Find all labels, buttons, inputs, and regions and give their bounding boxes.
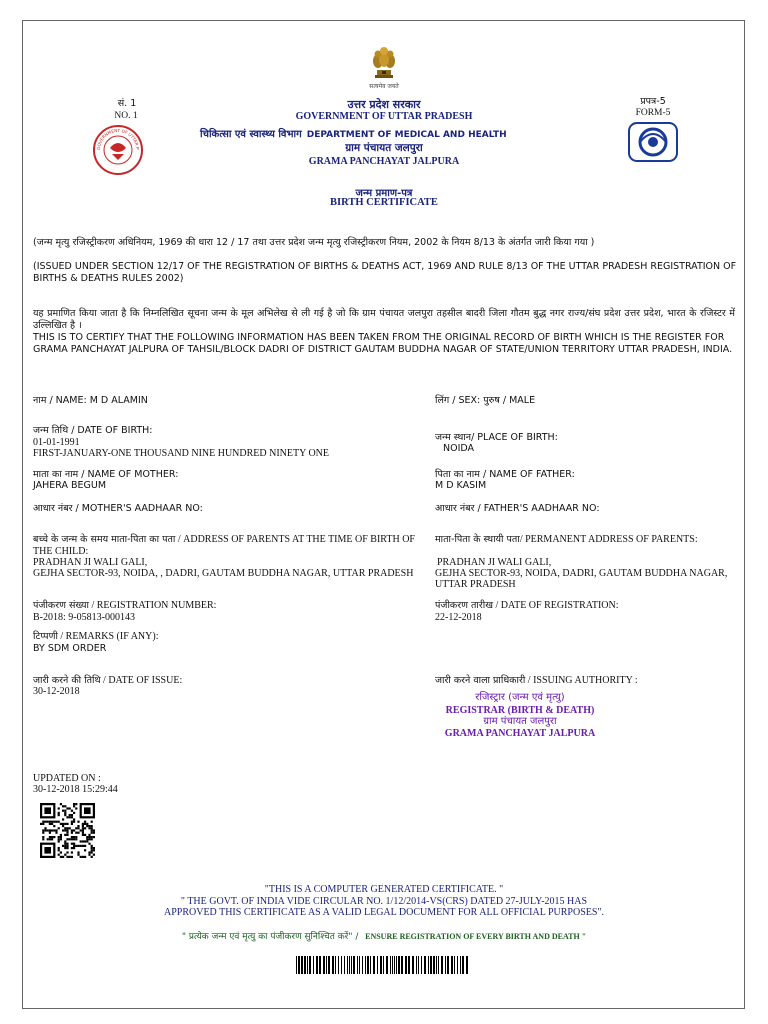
dept-hi: चिकित्सा एवं स्वास्थ्य विभाग xyxy=(200,129,302,140)
addr-label-hi: बच्चे के जन्म के समय माता-पिता का पता xyxy=(33,534,176,545)
registrar-en: REGISTRAR (BIRTH & DEATH) xyxy=(445,705,595,716)
footer-line2: " THE GOVT. OF INDIA VIDE CIRCULAR NO. 1/12/2014-VS(CRS) DATED 27-JULY-2015 HAS xyxy=(180,896,588,907)
mother-label-hi: माता का नाम xyxy=(33,469,79,480)
serial-no-en: NO. 1 xyxy=(114,111,138,121)
certify-hi: यह प्रमाणित किया जाता है कि निम्नलिखित सूचना जन्म के मूल अभिलेख से ली गई है जो कि ग्राम पंचायत जलपुरा तहसील बादरी जिला गौतम बुद्ध नगर राज्य/संघ प्रदेश उत्तर प्रदेश, भारत के रजिस्टर में उल्लिखित है । xyxy=(33,308,735,331)
form-no-hi: प्रपत्र-5 xyxy=(640,96,666,107)
perm-address-line1: PRADHAN JI WALI GALI, xyxy=(437,557,552,568)
remarks-label-en: / REMARKS (IF ANY): xyxy=(57,631,159,642)
up-seal-logo xyxy=(92,124,144,181)
gp-name-hi: ग्राम पंचायत जलपुरा xyxy=(345,142,423,154)
dob-label-en: / DATE OF BIRTH: xyxy=(68,425,153,436)
footer-line1: "THIS IS A COMPUTER GENERATED CERTIFICATE. " xyxy=(264,884,504,895)
f-aadhaar-en: / FATHER'S AADHAAR NO: xyxy=(474,503,600,514)
mother-value: JAHERA BEGUM xyxy=(33,480,107,491)
dob-label-hi: जन्म तिथि xyxy=(33,425,69,436)
name-value: M D ALAMIN xyxy=(89,395,148,406)
father-label-hi: पिता का नाम xyxy=(435,469,480,480)
perm-address-line3: UTTAR PRADESH xyxy=(435,579,516,590)
registrar-gp-hi: ग्राम पंचायत जलपुरा xyxy=(483,716,557,727)
father-value: M D KASIM xyxy=(435,480,487,491)
regno-label-en: / REGISTRATION NUMBER: xyxy=(88,600,217,611)
crs-logo-icon xyxy=(628,122,678,162)
updated-value: 30-12-2018 15:29:44 xyxy=(33,784,118,795)
dob-value: 01-01-1991 xyxy=(33,437,80,448)
gov-title-en: GOVERNMENT OF UTTAR PRADESH xyxy=(295,111,473,122)
issued-under-hi: (जन्म मृत्यु रजिस्ट्रीकरण अधिनियम, 1969 की धारा 12 / 17 तथा उत्तर प्रदेश जन्म मृत्यु रजिस्ट्रीकरण नियम, 2002 के नियम 8/13 के अंतर्गत जारी किया गया ) xyxy=(33,237,595,248)
pob-value: NOIDA xyxy=(443,443,475,454)
dob-label xyxy=(33,425,413,437)
issue-label-hi: जारी करने की तिथि xyxy=(33,675,101,686)
f-aadhaar-hi: आधार नंबर xyxy=(435,503,475,514)
sex-label-hi: लिंग xyxy=(435,395,450,406)
barcode-icon xyxy=(296,956,472,974)
regno-label-hi: पंजीकरण संख्या xyxy=(33,600,89,611)
perm-label-en: / PERMANENT ADDRESS OF PARENTS: xyxy=(519,534,698,545)
address-line2: GEJHA SECTOR-93, NOIDA, , DADRI, GAUTAM BUDDHA NAGAR, UTTAR PRADESH xyxy=(33,568,414,579)
authority-label-hi: जारी करने वाला प्राधिकारी xyxy=(435,675,526,686)
remarks-label-hi: टिप्पणी xyxy=(33,631,58,642)
perm-label-hi: माता-पिता के स्थायी पता xyxy=(435,534,520,545)
slogan-line xyxy=(100,930,668,943)
sex-row xyxy=(435,395,735,407)
regdate-label-hi: पंजीकरण तारीख xyxy=(435,600,493,611)
address-label xyxy=(33,534,418,558)
perm-address-line2: GEJHA SECTOR-93, NOIDA, DADRI, GAUTAM BUDDHA NAGAR, xyxy=(435,568,728,579)
address-line1: PRADHAN JI WALI GALI, xyxy=(33,557,148,568)
m-aadhaar-en: / MOTHER'S AADHAAR NO: xyxy=(72,503,203,514)
state-emblem-icon xyxy=(368,44,400,82)
reg-number-value: B-2018: 9-05813-000143 xyxy=(33,612,135,623)
footer-line3: APPROVED THIS CERTIFICATE AS A VALID LEGAL DOCUMENT FOR ALL OFFICIAL PURPOSES". xyxy=(163,907,605,918)
name-row xyxy=(33,395,413,407)
issue-date-value: 30-12-2018 xyxy=(33,686,80,697)
gov-title-hi: उत्तर प्रदेश सरकार xyxy=(347,98,421,111)
name-label-en: / NAME: xyxy=(46,395,90,406)
sex-value-hi: पुरुष xyxy=(483,395,500,406)
addr-label-en: / ADDRESS OF PARENTS AT THE TIME OF BIRTH OF THE CHILD: xyxy=(33,534,415,557)
issued-under-en: (ISSUED UNDER SECTION 12/17 OF THE REGISTRATION OF BIRTHS & DEATHS ACT, 1969 AND RULE 8/13 OF THE UTTAR PRADESH REGISTRATION OF BIRTHS & DEATHS RULES 2002) xyxy=(33,261,737,284)
mother-label-en: / NAME OF MOTHER: xyxy=(78,469,179,480)
registrar-hi: रजिस्ट्रार (जन्म एवं मृत्यु) xyxy=(475,692,565,703)
name-label-hi: नाम xyxy=(33,395,47,406)
slogan-en: ENSURE REGISTRATION OF EVERY BIRTH AND DEATH " xyxy=(365,932,587,941)
remarks-label xyxy=(33,631,413,643)
dept-en: DEPARTMENT OF MEDICAL AND HEALTH xyxy=(306,130,507,140)
father-label-en: / NAME OF FATHER: xyxy=(479,469,575,480)
pob-label-hi: जन्म स्थान/ xyxy=(435,432,475,443)
m-aadhaar-hi: आधार नंबर xyxy=(33,503,73,514)
department-line xyxy=(200,126,570,140)
dob-words: FIRST-JANUARY-ONE THOUSAND NINE HUNDRED NINETY ONE xyxy=(33,448,330,459)
gp-name-en: GRAMA PANCHAYAT JALPURA xyxy=(308,156,460,167)
remarks-value: BY SDM ORDER xyxy=(33,643,107,654)
sex-label-en: / SEX: xyxy=(449,395,484,406)
perm-address-label xyxy=(435,534,740,546)
updated-label: UPDATED ON : xyxy=(33,773,101,784)
reg-number-label xyxy=(33,600,413,612)
regdate-label-en: / DATE OF REGISTRATION: xyxy=(492,600,619,611)
reg-date-label xyxy=(435,600,735,612)
issuing-authority-label xyxy=(435,675,735,687)
form-no-en: FORM-5 xyxy=(635,108,671,118)
issue-label-en: / DATE OF ISSUE: xyxy=(100,675,183,686)
registrar-gp-en: GRAMA PANCHAYAT JALPURA xyxy=(444,728,596,739)
reg-date-value: 22-12-2018 xyxy=(435,612,482,623)
slogan-hi: " प्रत्येक जन्म एवं मृत्यु का पंजीकरण सुनिश्चित करें" / xyxy=(181,932,359,942)
qr-code-icon xyxy=(38,803,98,859)
cert-title-hi: जन्म प्रमाण-पत्र xyxy=(355,188,413,199)
authority-label-en: / ISSUING AUTHORITY : xyxy=(525,675,638,686)
sex-value-en: / MALE xyxy=(499,395,536,406)
mother-aadhaar-label xyxy=(33,503,413,515)
emblem-caption: सत्यमेव जयते xyxy=(369,83,399,90)
pob-label-en: PLACE OF BIRTH: xyxy=(474,432,558,443)
svg-text:GOVERNMENT OF UTTAR PRADESH: GOVERNMENT OF UTTAR P xyxy=(95,127,141,151)
father-aadhaar-label xyxy=(435,503,735,515)
cert-title-en: BIRTH CERTIFICATE xyxy=(330,197,438,208)
serial-no-hi: सं. 1 xyxy=(117,98,137,109)
certify-en: THIS IS TO CERTIFY THAT THE FOLLOWING INFORMATION HAS BEEN TAKEN FROM THE ORIGINAL RECORD OF BIRTH WHICH IS THE REGISTER FOR GRAMA PANCHAYAT JALPURA OF TAHSIL/BLOCK DADRI OF DISTRICT GAUTAM BUDDHA NAGAR OF STATE/UNION TERRITORY UTTAR PRADESH, INDIA. xyxy=(33,332,733,355)
